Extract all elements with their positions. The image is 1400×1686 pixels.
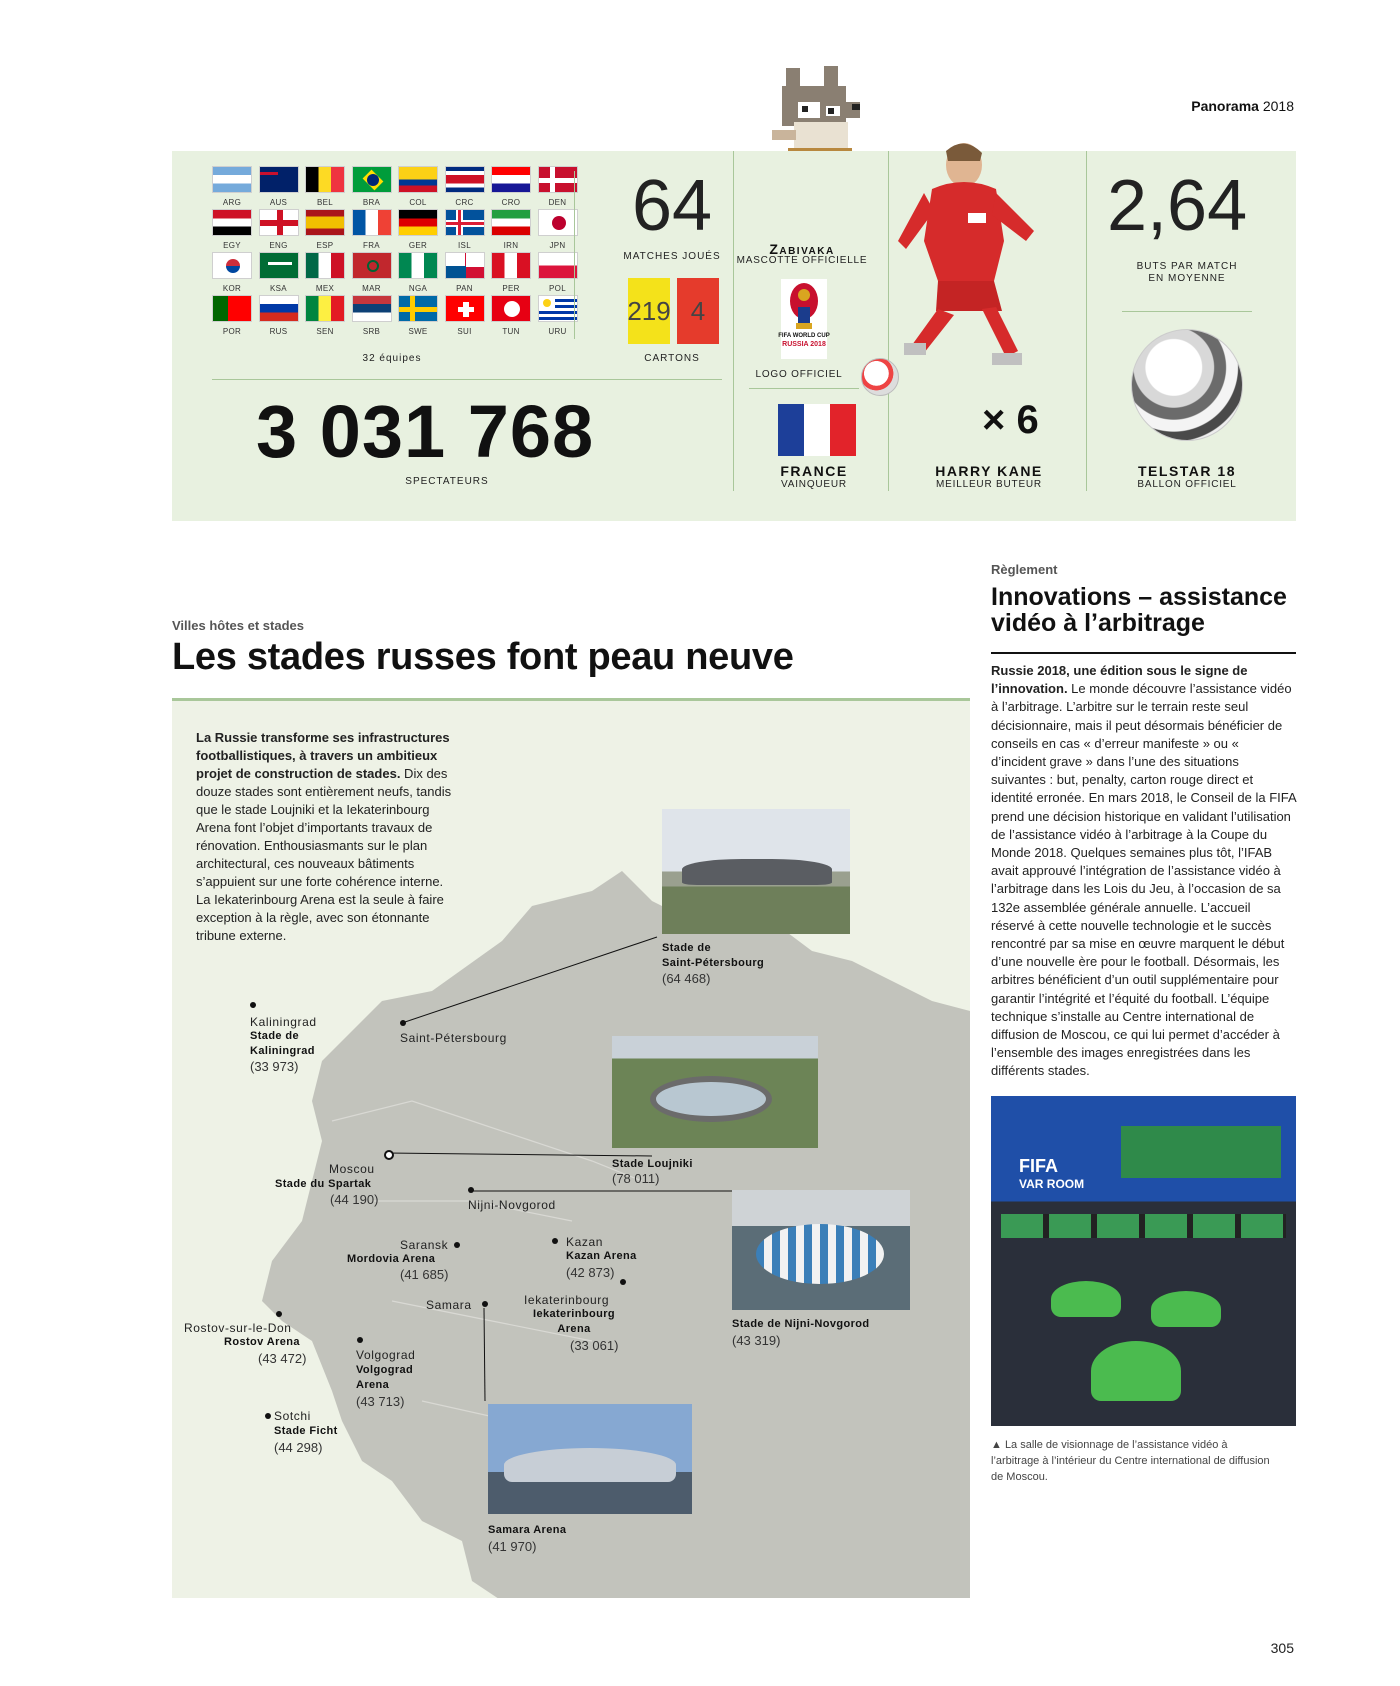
sot-name: Stade Ficht — [274, 1425, 338, 1437]
divider — [733, 151, 734, 491]
divider — [1122, 311, 1252, 312]
stp-name-1: Stade de — [662, 942, 712, 954]
red-card-count: 4 — [690, 295, 706, 326]
ball-caption: BALLON OFFICIEL — [1137, 479, 1237, 490]
vol-city: Volgograd — [356, 1348, 416, 1362]
flag-pan — [443, 252, 487, 293]
flag-bel-icon — [305, 166, 345, 193]
flag-sen-icon — [305, 295, 345, 322]
var-logo-varroom: VAR ROOM — [1019, 1177, 1085, 1191]
flag-rus-icon — [259, 295, 299, 322]
flag-code-label: NGA — [408, 284, 428, 293]
logo-text-1: FIFA WORLD CUP — [778, 333, 830, 339]
flag-code-label: IRN — [503, 241, 519, 250]
city-dot — [620, 1279, 626, 1285]
stp-capacity: (64 468) — [662, 971, 711, 986]
flag-code-label: FRA — [363, 241, 380, 250]
divider — [574, 171, 575, 339]
article-kicker: Villes hôtes et stades — [172, 618, 304, 633]
small-ball-icon — [861, 358, 899, 396]
flag-kor-icon — [212, 252, 252, 279]
goals-value: 2,64 — [1107, 166, 1248, 246]
flag-code-label: KSA — [270, 284, 287, 293]
flag-por-icon — [212, 295, 252, 322]
sidebar-kicker: Règlement — [991, 562, 1058, 577]
flag-code-label: AUS — [269, 198, 288, 207]
flag-ksa-icon — [259, 252, 299, 279]
kaz-name: Kazan Arena — [566, 1250, 637, 1262]
flag-mar — [350, 252, 394, 293]
flag-eng-icon — [259, 209, 299, 236]
scorer-caption: MEILLEUR BUTEUR — [936, 479, 1042, 490]
iek-capacity: (33 061) — [570, 1338, 619, 1353]
kaz-capacity: (42 873) — [566, 1265, 615, 1280]
flag-code-label: SUI — [457, 327, 472, 336]
flag-aus-icon — [259, 166, 299, 193]
flag-tun-icon — [491, 295, 531, 322]
flag-code-label: SWE — [408, 327, 428, 336]
flag-eng — [257, 209, 301, 250]
flag-mex-icon — [305, 252, 345, 279]
flag-code-label: CRC — [455, 198, 474, 207]
goals-caption-2: EN MOYENNE — [1148, 273, 1226, 284]
flag-code-label: GER — [408, 241, 428, 250]
sar-city: Saransk — [400, 1238, 449, 1252]
var-logo — [1019, 1156, 1084, 1191]
intro-rest: Dix des douze stades sont entièrement neufs, tandis que le stade Loujniki et la Iekaterinbourg Arena font l’objet d’importants travaux de rénovation. Enthousiasmants sur le plan architectural, ces nouveaux bâtiments s’appuient sur une forte cohérence interne. La Iekaterinbourg Arena est la seule à faire exception à la règle, avec son étonnante tribune externe. — [196, 766, 452, 943]
flag-code-label: JPN — [549, 241, 566, 250]
vol-capacity: (43 713) — [356, 1394, 405, 1409]
flag-code-label: KOR — [222, 284, 242, 293]
winner-name: FRANCE — [780, 463, 848, 479]
samara-name: Samara Arena — [488, 1524, 567, 1536]
article-intro — [196, 729, 461, 945]
flag-code-label: EGY — [223, 241, 241, 250]
stp-name — [662, 941, 764, 971]
flag-code-label: MEX — [315, 284, 335, 293]
vol-name-1: Volgograd — [356, 1364, 414, 1376]
photo-luzhniki-stadium — [612, 1036, 818, 1148]
flag-code-label: ESP — [316, 241, 334, 250]
flag-code-label: SEN — [316, 327, 334, 336]
flag-sen — [303, 295, 347, 336]
flag-nga-icon — [398, 252, 438, 279]
flag-mar-icon — [352, 252, 392, 279]
divider — [1086, 151, 1087, 491]
vol-name — [356, 1363, 413, 1393]
kal-capacity: (33 973) — [250, 1059, 299, 1074]
flag-pan-icon — [445, 252, 485, 279]
flag-ksa — [257, 252, 301, 293]
city-dot — [250, 1002, 256, 1008]
sot-capacity: (44 298) — [274, 1440, 323, 1455]
sar-name: Mordovia Arena — [347, 1253, 436, 1265]
running-head-year: 2018 — [1262, 98, 1294, 114]
spectators-value: 3 031 768 — [256, 390, 595, 473]
flag-crc — [443, 166, 487, 207]
flag-esp — [303, 209, 347, 250]
flag-sui-icon — [445, 295, 485, 322]
mascot-name: Zabivaka — [769, 241, 835, 257]
flag-isl — [443, 209, 487, 250]
photo-nijni-novgorod-stadium — [732, 1190, 910, 1310]
flag-code-label: BRA — [362, 198, 381, 207]
kal-city: Kaliningrad — [250, 1015, 317, 1029]
flag-code-label: ISL — [458, 241, 471, 250]
flag-bra — [350, 166, 394, 207]
divider — [749, 388, 859, 389]
page-number: 305 — [1270, 1640, 1294, 1656]
russia-map — [172, 698, 970, 1598]
yellow-card — [628, 278, 670, 344]
red-card — [677, 278, 719, 344]
flag-bra-icon — [352, 166, 392, 193]
iek-name-1: Iekaterinbourg — [532, 1308, 615, 1320]
flag-fra-icon — [352, 209, 392, 236]
flag-srb-icon — [352, 295, 392, 322]
flag-code-label: BEL — [316, 198, 334, 207]
spectators-caption: SPECTATEURS — [405, 476, 489, 487]
divider — [888, 151, 889, 491]
sar-capacity: (41 685) — [400, 1267, 449, 1282]
flag-nga — [396, 252, 440, 293]
ros-name: Rostov Arena — [224, 1336, 300, 1348]
flag-aus — [257, 166, 301, 207]
city-dot — [400, 1020, 406, 1026]
sidebar-body-bold: Russie 2018, une édition sous le signe de l’innovation. — [991, 663, 1248, 697]
logo-text-2: RUSSIA 2018 — [782, 341, 826, 348]
city-dot — [357, 1337, 363, 1343]
flag-tun — [489, 295, 533, 336]
iek-name — [524, 1307, 624, 1337]
flag-code-label: POL — [549, 284, 566, 293]
cards-caption: CARTONS — [644, 353, 700, 364]
kaz-city: Kazan — [566, 1235, 604, 1249]
flag-rus — [257, 295, 301, 336]
lou-capacity: (78 011) — [612, 1171, 660, 1186]
flag-code-label: ENG — [269, 241, 288, 250]
goals-caption-1: BUTS PAR MATCH — [1136, 261, 1238, 272]
flag-code-label: URU — [548, 327, 567, 336]
article-headline: Les stades russes font peau neuve — [172, 636, 794, 678]
yellow-card-count: 219 — [627, 295, 671, 326]
city-dot — [265, 1413, 271, 1419]
moscow-dot — [384, 1150, 394, 1160]
stp-name-2: Saint-Pétersbourg — [662, 957, 765, 969]
flag-per — [489, 252, 533, 293]
flag-srb — [350, 295, 394, 336]
flag-ger-icon — [398, 209, 438, 236]
teams-caption: 32 équipes — [362, 353, 422, 364]
flag-code-label: MAR — [362, 284, 381, 293]
flag-den — [536, 166, 580, 207]
flag-ger — [396, 209, 440, 250]
flag-esp-icon — [305, 209, 345, 236]
flag-swe — [396, 295, 440, 336]
flag-code-label: TUN — [502, 327, 520, 336]
flag-code-label: ARG — [222, 198, 242, 207]
flag-arg — [210, 166, 254, 207]
flag-code-label: POR — [222, 327, 242, 336]
player-illustration — [892, 131, 1042, 401]
scorer-name: HARRY KANE — [935, 463, 1043, 479]
flag-por — [210, 295, 254, 336]
lou-name: Stade Loujniki — [612, 1158, 693, 1170]
var-photo-caption: ▲ La salle de visionnage de l’assistance vidéo à l’arbitrage à l’intérieur du Centre international de diffusion de Moscou. — [991, 1439, 1270, 1483]
flag-irn — [489, 209, 533, 250]
telstar-ball — [1131, 329, 1243, 441]
stp-city: Saint-Pétersbourg — [400, 1031, 507, 1045]
flag-cro-icon — [491, 166, 531, 193]
kal-name — [250, 1029, 315, 1059]
ros-city: Rostov-sur-le-Don — [184, 1321, 292, 1335]
divider — [212, 379, 722, 380]
ros-capacity: (43 472) — [258, 1351, 307, 1366]
scorer-multiplier: × 6 — [982, 398, 1039, 442]
flag-pol — [536, 252, 580, 293]
flag-crc-icon — [445, 166, 485, 193]
flag-per-icon — [491, 252, 531, 279]
matches-value: 64 — [632, 166, 713, 246]
city-dot — [482, 1301, 488, 1307]
mascot-caption: MASCOTTE OFFICIELLE — [736, 255, 868, 266]
flag-col — [396, 166, 440, 207]
ball-name: TELSTAR 18 — [1138, 463, 1236, 479]
flag-col-icon — [398, 166, 438, 193]
photo-saint-petersburg-stadium — [662, 809, 850, 934]
flag-pol-icon — [538, 252, 578, 279]
flag-jpn-icon — [538, 209, 578, 236]
intro-bold: La Russie transforme ses infrastructures footballistiques, à travers un ambitieux projet de construction de stades. — [196, 730, 450, 781]
flag-code-label: CRO — [501, 198, 521, 207]
sidebar-title: Innovations – assistance vidéo à l’arbitrage — [991, 583, 1287, 637]
flag-egy-icon — [212, 209, 252, 236]
flag-uru-icon — [538, 295, 578, 322]
flag-jpn — [536, 209, 580, 250]
flag-cro — [489, 166, 533, 207]
photo-var-room — [991, 1096, 1296, 1426]
flag-code-label: SRB — [362, 327, 381, 336]
nn-capacity: (43 319) — [732, 1333, 781, 1348]
running-head — [1191, 98, 1294, 114]
flag-arg-icon — [212, 166, 252, 193]
flag-code-label: COL — [409, 198, 427, 207]
flag-egy — [210, 209, 254, 250]
sidebar-body-rest: Le monde découvre l’assistance vidéo à l’arbitrage. L’arbitre sur le terrain reste seul décisionnaire, mais il peut désormais bénéficier de conseils en cas « d’erreur manifeste » ou « d’incident grave » dans l’une des situations suivantes : but, penalty, carton rouge direct et identité erronée. En mars 2018, le Conseil de la FIFA prend une décision historique en validant l’utilisation de l’assistance vidéo à l’arbitrage à la Coupe du Monde 2018. Quelques semaines plus tôt, l’IFAB avait approuvé l’intégration de l’assistance vidéo à l’arbitrage dans les Lois du Jeu, à l’occasion de sa 132e assemblée générale annuelle. L’accueil réservé à cette nouvelle technologie et le succès rencontré par sa mise en œuvre marquent le début d’une nouvelle ère pour le football. Désormais, les arbitres bénéficient d’un outil supplémentaire pour garantir l’intégrité et l’équité du football. L’équipe technique s’installe au Centre international de diffusion de Moscou, ce qui lui permet d’accéder à l’ensemble des images enregistrées dans les différents stades. — [991, 681, 1296, 1079]
world-cup-logo — [778, 279, 830, 359]
flag-code-label: PAN — [456, 284, 473, 293]
vol-name-2: Arena — [356, 1379, 390, 1391]
city-dot — [552, 1238, 558, 1244]
spartak-capacity: (44 190) — [330, 1192, 379, 1207]
flag-fra — [350, 209, 394, 250]
city-dot — [468, 1187, 474, 1193]
flag-den-icon — [538, 166, 578, 193]
logo-caption: LOGO OFFICIEL — [755, 369, 843, 380]
flag-uru — [536, 295, 580, 336]
mos-city: Moscou — [329, 1162, 375, 1176]
sidebar-rule — [991, 652, 1296, 654]
kal-name-2: Kaliningrad — [250, 1045, 315, 1057]
nn-city: Nijni-Novgorod — [468, 1198, 556, 1212]
iek-name-2: Arena — [557, 1323, 591, 1335]
photo-samara-arena — [488, 1404, 692, 1514]
stats-panel — [172, 151, 1296, 521]
running-head-section: Panorama — [1191, 98, 1259, 114]
city-dot — [454, 1242, 460, 1248]
flag-code-label: PER — [502, 284, 520, 293]
france-flag — [778, 404, 856, 456]
flag-swe-icon — [398, 295, 438, 322]
flag-kor — [210, 252, 254, 293]
flag-code-label: DEN — [548, 198, 567, 207]
flag-isl-icon — [445, 209, 485, 236]
matches-caption: MATCHES JOUÉS — [623, 251, 721, 262]
kal-name-1: Stade de — [250, 1030, 300, 1042]
city-dot — [276, 1311, 282, 1317]
samara-capacity: (41 970) — [488, 1539, 537, 1554]
flag-code-label: RUS — [269, 327, 288, 336]
flag-sui — [443, 295, 487, 336]
iek-city: Iekaterinbourg — [524, 1293, 610, 1307]
sidebar-body — [991, 662, 1296, 1081]
flag-mex — [303, 252, 347, 293]
winner-caption: VAINQUEUR — [781, 479, 847, 490]
flag-bel — [303, 166, 347, 207]
sot-city: Sotchi — [274, 1409, 311, 1423]
flag-irn-icon — [491, 209, 531, 236]
sam-city: Samara — [426, 1298, 472, 1312]
nn-name: Stade de Nijni-Novgorod — [732, 1318, 870, 1330]
var-logo-fifa: FIFA — [1019, 1156, 1058, 1176]
spartak-name: Stade du Spartak — [275, 1178, 372, 1190]
